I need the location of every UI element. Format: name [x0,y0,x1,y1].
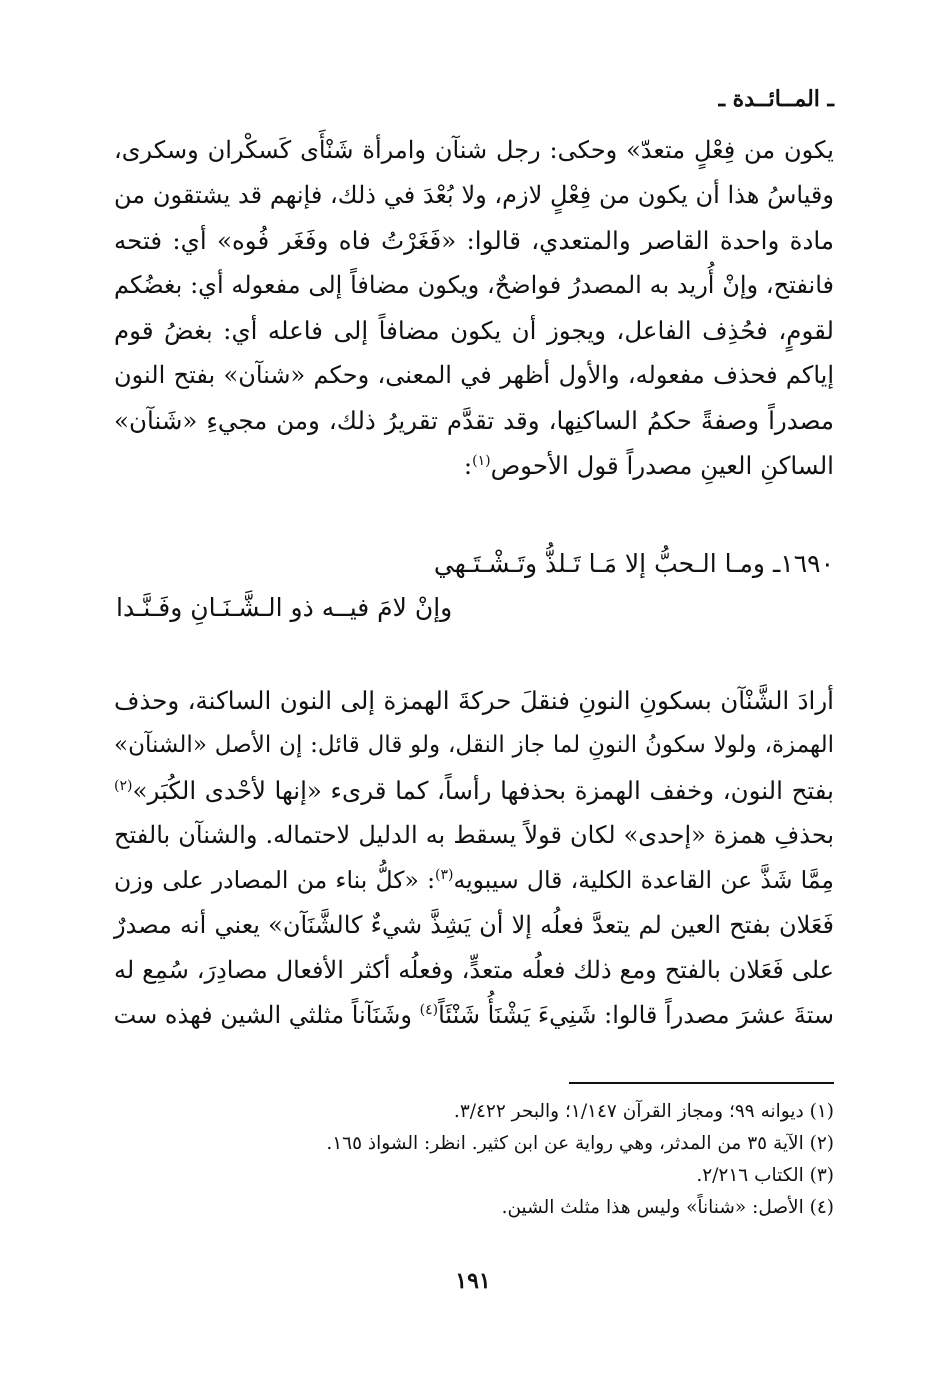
paragraph-line-text: بفتح النون، وخفف الهمزة بحذفها رأساً، كما قرىء «إنها لأحْدى الكُبَر» [132,776,834,805]
paragraph-2 [114,678,834,1038]
footnote: (١) ديوانه ٩٩؛ ومجاز القرآن ١/١٤٧؛ والبحر ٣/٤٢٢. [453,1101,834,1122]
paragraph-line-tail: وشَنَآناً مثلثي الشين فهذه ست [113,1001,412,1029]
paragraph-line: وقياسُ هذا أن يكون من فِعْلٍ لازم، ولا بُعْدَ في ذلك، فإنهم قد يشتقون من [114,181,834,209]
verse-line-1 [114,542,834,586]
paragraph-line-text: ستةَ عشرَ مصدراً قالوا: شَنِيءَ يَشْنَأُ شَنْئَاً [438,1001,834,1029]
paragraph-line-tail: : «كلُّ بناء من المصادر على وزن [114,866,436,894]
paragraph-line [114,993,834,1038]
paragraph-line: إياكم فحذف مفعوله، والأول أظهر في المعنى، وحكم «شنآن» بفتح النون [114,361,834,389]
running-header [719,84,834,114]
footnote: (٢) الآية ٣٥ من المدثر، وهي رواية عن ابن كثير. انظر: الشواذ ١٦٥. [326,1133,834,1154]
footnote-ref: (٤) [419,1002,439,1018]
footnote: (٤) الأصل: «شناناً» وليس هذا مثلث الشين. [501,1197,834,1218]
paragraph-line [114,858,834,903]
paragraph-line: بحذفِ همزة «إحدى» لكان قولاً يسقط به الدليل لاحتماله. والشنآن بالفتح [114,821,834,849]
paragraph-line: الهمزة، ولولا سكونُ النونِ لما جاز النقل، ولو قال قائل: إن الأصل «الشنآن» [114,732,834,758]
footnote-ref: (٣) [435,867,454,884]
paragraph-line-tail: : [463,451,473,480]
page-number: ١٩١ [455,1268,491,1294]
paragraph-line [114,443,834,488]
verse-line-2 [116,586,836,630]
verse-text: ١٦٩٠ـ ومـا الـحبُّ إلا مَـا تَـلذُّ وتَـشْـتَـهي [433,549,834,578]
footnotes [114,1096,834,1224]
paragraph-line: فَعَلان بفتح العين لم يتعدَّ فعلُه إلا أن يَشِذَّ شيءٌ كالشَّنَآن» يعني أنه مصدرٌ [114,911,834,939]
paragraph-line: لقومٍ، فحُذِف الفاعل، ويجوز أن يكون مضافاً إلى فاعله أي: بغضُ قوم [114,316,834,345]
paragraph-1 [114,128,834,488]
running-header-title: ـ المــائــدة ـ [718,86,834,112]
paragraph-line-text: مِمَّا شَذَّ عن القاعدة الكلية، قال سيبويه [453,866,835,894]
paragraph-line-text: الساكنِ العينِ مصدراً قول الأحوص [490,451,834,480]
paragraph-line [114,768,834,813]
paragraph-line: يكون من فِعْلٍ متعدّ» وحكى: رجل شنآن وامرأة شَنْأَى كَسكْران وسكرى، [114,136,834,164]
paragraph-line: مصدراً وصفةً حكمُ الساكنِها، وقد تقدَّم تقريرُ ذلك، ومن مجيءِ «شَنآن» [114,406,834,435]
paragraph-line: على فَعَلان بالفتح ومع ذلك فعلُه متعدٍّ، وفعلُه أكثر الأفعال مصادِرَ، سُمِع له [114,956,834,984]
footnote-divider [569,1082,834,1084]
footnote: (٣) الكتاب ٢/٢١٦. [696,1165,834,1186]
verse-text: وإنْ لامَ فيــه ذو الـشَّـنَـانِ وفَـنَّـدا [116,593,453,622]
footnote-ref: (٢) [114,777,133,794]
footnote-ref: (١) [472,452,491,469]
paragraph-line: أرادَ الشَّنْآن بسكونِ النونِ فنقلَ حركةَ الهمزة إلى النون الساكنة، وحذف [114,686,834,715]
paragraph-line: مادة واحدة القاصر والمتعدي، قالوا: «فَغَرْتُ فاه وفَغَر فُوه» أي: فتحه [114,226,834,255]
paragraph-line: فانفتح، وإنْ أُريد به المصدرُ فواضحٌ، ويكون مضافاً إلى مفعوله أي: بغضُكم [114,271,834,299]
